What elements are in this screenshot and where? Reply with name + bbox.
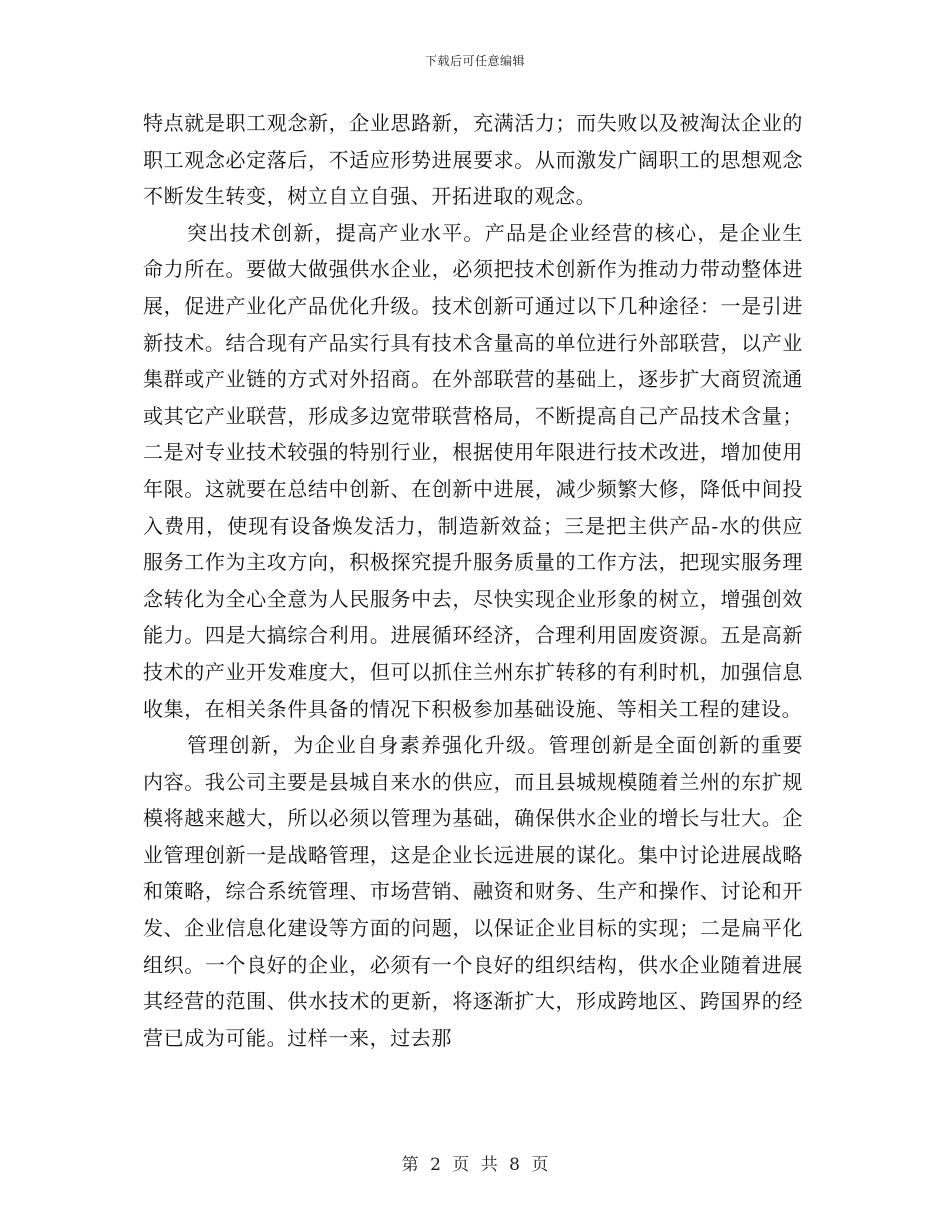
page-header: 下载后可任意编辑 bbox=[424, 54, 525, 68]
paragraph-continued: 特点就是职工观念新，企业思路新，充满活力；而失败以及被淘汰企业的职工观念必定落后，不适应形势进展要求。从而激发广阔职工的思想观念不断发生转变，树立自立自强、开拓进取的观念。 bbox=[143, 111, 803, 209]
document-body bbox=[143, 105, 803, 1056]
paragraph-management-innovation: 管理创新，为企业自身素养强化升级。管理创新是全面创新的重要内容。我公司主要是县城自来水的供应，而且县城规模随着兰州的东扩规模将越来越大，所以必须以管理为基础，确保供水企业的增长与壮大。企业管理创新一是战略管理，这是企业长远进展的谋化。集中讨论进展战略和策略，综合系统管理、市场营销、融资和财务、生产和操作、讨论和开发、企业信息化建设等方面的问题，以保证企业目标的实现；二是扁平化组织。一个良好的企业，必须有一个良好的组织结构，供水企业随着进展其经营的范围、供水技术的更新，将逐渐扩大，形成跨地区、跨国界的经营已成为可能。过样一来，过去那 bbox=[143, 733, 803, 1050]
page-number: 第 2 页 共 8 页 bbox=[401, 1155, 549, 1175]
paragraph-technology-innovation: 突出技术创新，提高产业水平。产品是企业经营的核心，是企业生命力所在。要做大做强供水企业，必须把技术创新作为推动力带动整体进展，促进产业化产品优化升级。技术创新可通过以下几种途径：一是引进新技术。结合现有产品实行具有技术含量高的单位进行外部联营，以产业集群或产业链的方式对外招商。在外部联营的基础上，逐步扩大商贸流通或其它产业联营，形成多边宽带联营格局，不断提高自己产品技术含量；二是对专业技术较强的特别行业，根据使用年限进行技术改进，增加使用年限。这就要在总结中创新、在创新中进展，减少频繁大修，降低中间投入费用，使现有设备焕发活力，制造新效益；三是把主供产品-水的供应服务工作为主攻方向，积极探究提升服务质量的工作方法，把现实服务理念转化为全心全意为人民服务中去，尽快实现企业形象的树立，增强创效能力。四是大搞综合利用。进展循环经济，合理利用固废资源。五是高新技术的产业开发难度大，但可以抓住兰州东扩转移的有利时机，加强信息收集，在相关条件具备的情况下积极参加基础设施、等相关工程的建设。 bbox=[143, 220, 803, 721]
